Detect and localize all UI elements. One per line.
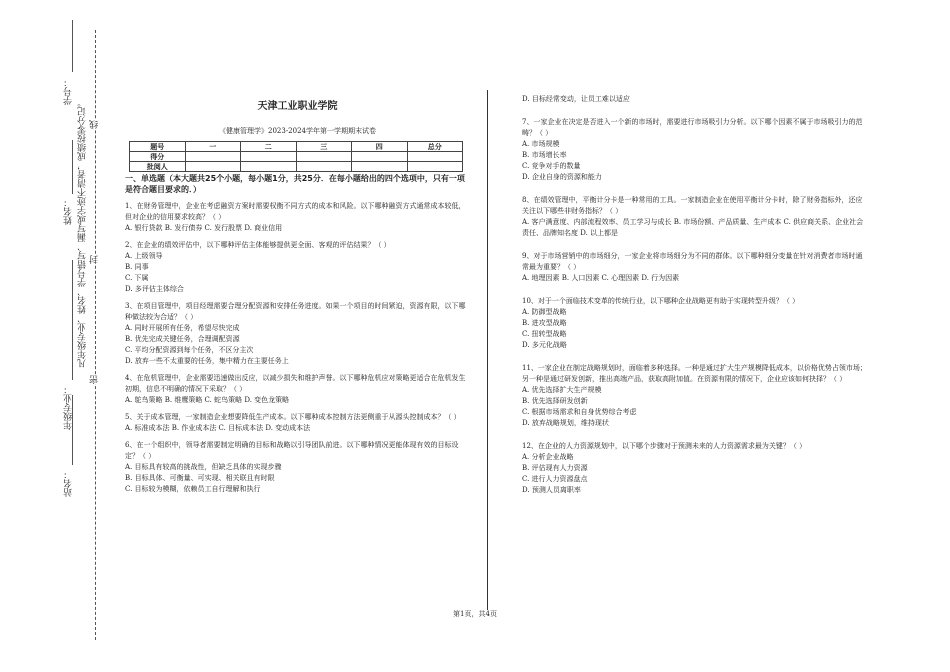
score-cell xyxy=(352,162,408,172)
binding-mark-mi: 密 xyxy=(90,375,100,384)
binding-margin xyxy=(0,0,110,672)
binding-mark-xian: 线 xyxy=(90,120,100,129)
question-stem: 10、对于一个面临技术变革的传统行业，以下哪种企业战略更有助于实现转型升级？（ ） xyxy=(522,297,800,305)
question-12 xyxy=(522,441,867,496)
score-cell xyxy=(241,162,297,172)
question-stem: 11、一家企业在制定战略规划时，面临着多种选择。一种是通过扩大生产规模降低成本，以价格优势占领市场；另一种是通过研发创新，推出高端产品，获取高附加值。在资源有限的情况下，企业应该如何抉择？（ ） xyxy=(522,364,867,383)
question-10 xyxy=(522,296,867,351)
question-option: A. 地理因素 B. 人口因素 C. 心理因素 D. 行为因素 xyxy=(522,274,680,282)
question-option: B. 目标具体、可衡量、可实现、相关联且有时限 xyxy=(125,474,275,482)
page-footer: 第1页，共4页 xyxy=(453,610,497,618)
student-id-line xyxy=(72,20,73,72)
score-header-cell: 四 xyxy=(352,142,408,152)
question-stem: 5、关于成本管理，一家制造企业想要降低生产成本。以下哪种成本控制方法更侧重于从源头控制成本？（ ） xyxy=(125,413,461,421)
question-option: D. 放弃一些不太重要的任务，集中精力在主要任务上 xyxy=(125,357,289,365)
question-7 xyxy=(522,117,867,183)
question-stem: 9、对于市场营销中的市场细分，一家企业将市场细分为不同的群体。以下哪种细分变量在针对消费者市场时通常最为重要？（ ） xyxy=(522,252,863,271)
question-6-continued xyxy=(522,94,867,105)
question-option: C. 平均分配资源到每个任务，不区分主次 xyxy=(125,346,254,354)
question-option: D. 预测人员离职率 xyxy=(522,486,581,494)
question-stem: 3、在项目管理中，项目经理需要合理分配资源和安排任务进度。如果一个项目的时间紧迫，资源有限，以下哪种做法较为合适？（ ） xyxy=(125,302,466,321)
question-option: A. 客户满意度、内部流程效率、员工学习与成长 B. 市场份额、产品质量、生产成本 C. 供应商关系、企业社会责任、品牌知名度 D. 以上都是 xyxy=(522,218,864,237)
question-stem: 4、在危机管理中，企业需要迅速做出反应，以减少损失和维护声誉。以下哪种危机应对策略更适合在危机发生初期，信息不明确的情况下采取？（ ） xyxy=(125,374,466,393)
question-option: A. 优先选择扩大生产规模 xyxy=(522,386,602,394)
name-label: 姓名： xyxy=(64,198,74,225)
grade-major-line xyxy=(72,260,73,380)
score-row-label: 批阅人 xyxy=(130,162,186,172)
section-title: 一、单选题（本大题共25个小题，每小题1分，共25分．在每小题给出的四个选项中，只有一项是符合题目要求的．） xyxy=(125,174,465,194)
question-option: A. 标准成本法 B. 作业成本法 C. 目标成本法 D. 变动成本法 xyxy=(125,424,311,432)
binding-mark-feng: 封 xyxy=(90,255,100,264)
score-cell xyxy=(185,152,241,162)
grade-major-label: 年级专业： xyxy=(64,385,74,430)
name-line xyxy=(72,140,73,194)
school-name: 天津工业职业学院 xyxy=(257,101,338,112)
question-11 xyxy=(522,363,867,429)
score-table xyxy=(129,141,463,172)
question-option: A. 目标具有较高的挑战性，但缺乏具体的实现步骤 xyxy=(125,463,282,471)
question-stem: 2、在企业的绩效评估中，以下哪种评估主体能够提供更全面、客观的评估结果？（ ） xyxy=(125,241,391,249)
score-cell xyxy=(407,162,463,172)
score-cell xyxy=(407,152,463,162)
score-header-cell: 总分 xyxy=(407,142,463,152)
question-4 xyxy=(125,373,470,406)
question-option: A. 上级领导 xyxy=(125,252,163,260)
question-option: B. 评估现有人力资源 xyxy=(522,464,588,472)
question-option: A. 防御型战略 xyxy=(522,308,567,316)
question-stem: 1、在财务管理中，企业在考虑融资方案时需要权衡不同方式的成本和风险。以下哪种融资方式通常成本较低，但对企业的信用要求较高？（ ） xyxy=(125,202,466,221)
score-header-cell: 二 xyxy=(241,142,297,152)
score-cell xyxy=(296,162,352,172)
question-2 xyxy=(125,240,470,295)
score-cell xyxy=(352,152,408,162)
question-option: B. 市场增长率 xyxy=(522,151,567,159)
question-option: D. 多评估主体综合 xyxy=(125,285,184,293)
question-option: C. 根据市场需求和自身优势综合考虑 xyxy=(522,408,637,416)
question-option: D. 放弃战略规划，维持现状 xyxy=(522,419,609,427)
station-line xyxy=(72,395,73,465)
question-option: B. 同事 xyxy=(125,263,149,271)
binding-notice: 凡年级专业、姓名、学号错写、漏写或字迹不清者，成绩按零分记。 xyxy=(78,98,88,368)
question-9 xyxy=(522,251,867,284)
question-stem: 7、一家企业在决定是否进入一个新的市场时，需要进行市场吸引力分析。以下哪个因素不属于市场吸引力的范畴？（ ） xyxy=(522,118,863,137)
station-label: 站名： xyxy=(64,470,74,497)
question-option: D. 目标经常变动，让员工难以适应 xyxy=(522,95,630,103)
question-option: C. 扭转型战略 xyxy=(522,330,567,338)
score-table-row xyxy=(130,162,463,172)
question-stem: 12、在企业的人力资源规划中，以下哪个步骤对于预测未来的人力资源需求最为关键？（ ） xyxy=(522,442,807,450)
question-option: D. 多元化战略 xyxy=(522,341,567,349)
question-6 xyxy=(125,440,470,495)
score-header-cell: 三 xyxy=(296,142,352,152)
exam-title: 《健康管理学》2023-2024学年第一学期期末试卷 xyxy=(219,127,376,135)
question-option: B. 优先完成关键任务，合理调配资源 xyxy=(125,335,240,343)
score-table-row xyxy=(130,152,463,162)
score-cell xyxy=(185,162,241,172)
question-option: D. 企业自身的资源和能力 xyxy=(522,173,602,181)
question-option: A. 市场规模 xyxy=(522,140,560,148)
left-column xyxy=(125,90,470,495)
question-5 xyxy=(125,412,470,434)
right-column xyxy=(522,94,867,496)
question-8 xyxy=(522,195,867,239)
question-stem: 8、在绩效管理中，平衡计分卡是一种常用的工具。一家制造企业在使用平衡计分卡时，除了财务指标外，还应关注以下哪些非财务指标？（ ） xyxy=(522,196,863,215)
score-header-cell: 题号 xyxy=(130,142,186,152)
question-stem: 6、在一个组织中，领导者需要制定明确的目标和战略以引导团队前进。以下哪种情况更能体现有效的目标设定？（ ） xyxy=(125,441,459,460)
question-option: A. 银行贷款 B. 发行债券 C. 发行股票 D. 商业信用 xyxy=(125,224,283,232)
question-1 xyxy=(125,201,470,234)
question-option: C. 下属 xyxy=(125,274,149,282)
score-row-label: 得分 xyxy=(130,152,186,162)
score-cell xyxy=(296,152,352,162)
column-divider xyxy=(487,90,488,610)
question-option: B. 优先选择研发创新 xyxy=(522,397,588,405)
score-header-cell: 一 xyxy=(185,142,241,152)
question-option: A. 鸵鸟策略 B. 维鹰策略 C. 蛇鸟策略 D. 变色龙策略 xyxy=(125,396,290,404)
score-cell xyxy=(241,152,297,162)
question-option: C. 目标较为模糊，依赖员工自行理解和执行 xyxy=(125,485,261,493)
question-option: B. 进攻型战略 xyxy=(522,319,567,327)
student-id-label: 学号： xyxy=(64,78,74,105)
question-3 xyxy=(125,301,470,367)
question-option: A. 分析企业战略 xyxy=(522,453,574,461)
question-option: C. 进行人力资源盘点 xyxy=(522,475,588,483)
question-option: A. 同时开展所有任务，希望尽快完成 xyxy=(125,324,240,332)
question-option: C. 竞争对手的数量 xyxy=(522,162,581,170)
score-table-header-row xyxy=(130,142,463,152)
